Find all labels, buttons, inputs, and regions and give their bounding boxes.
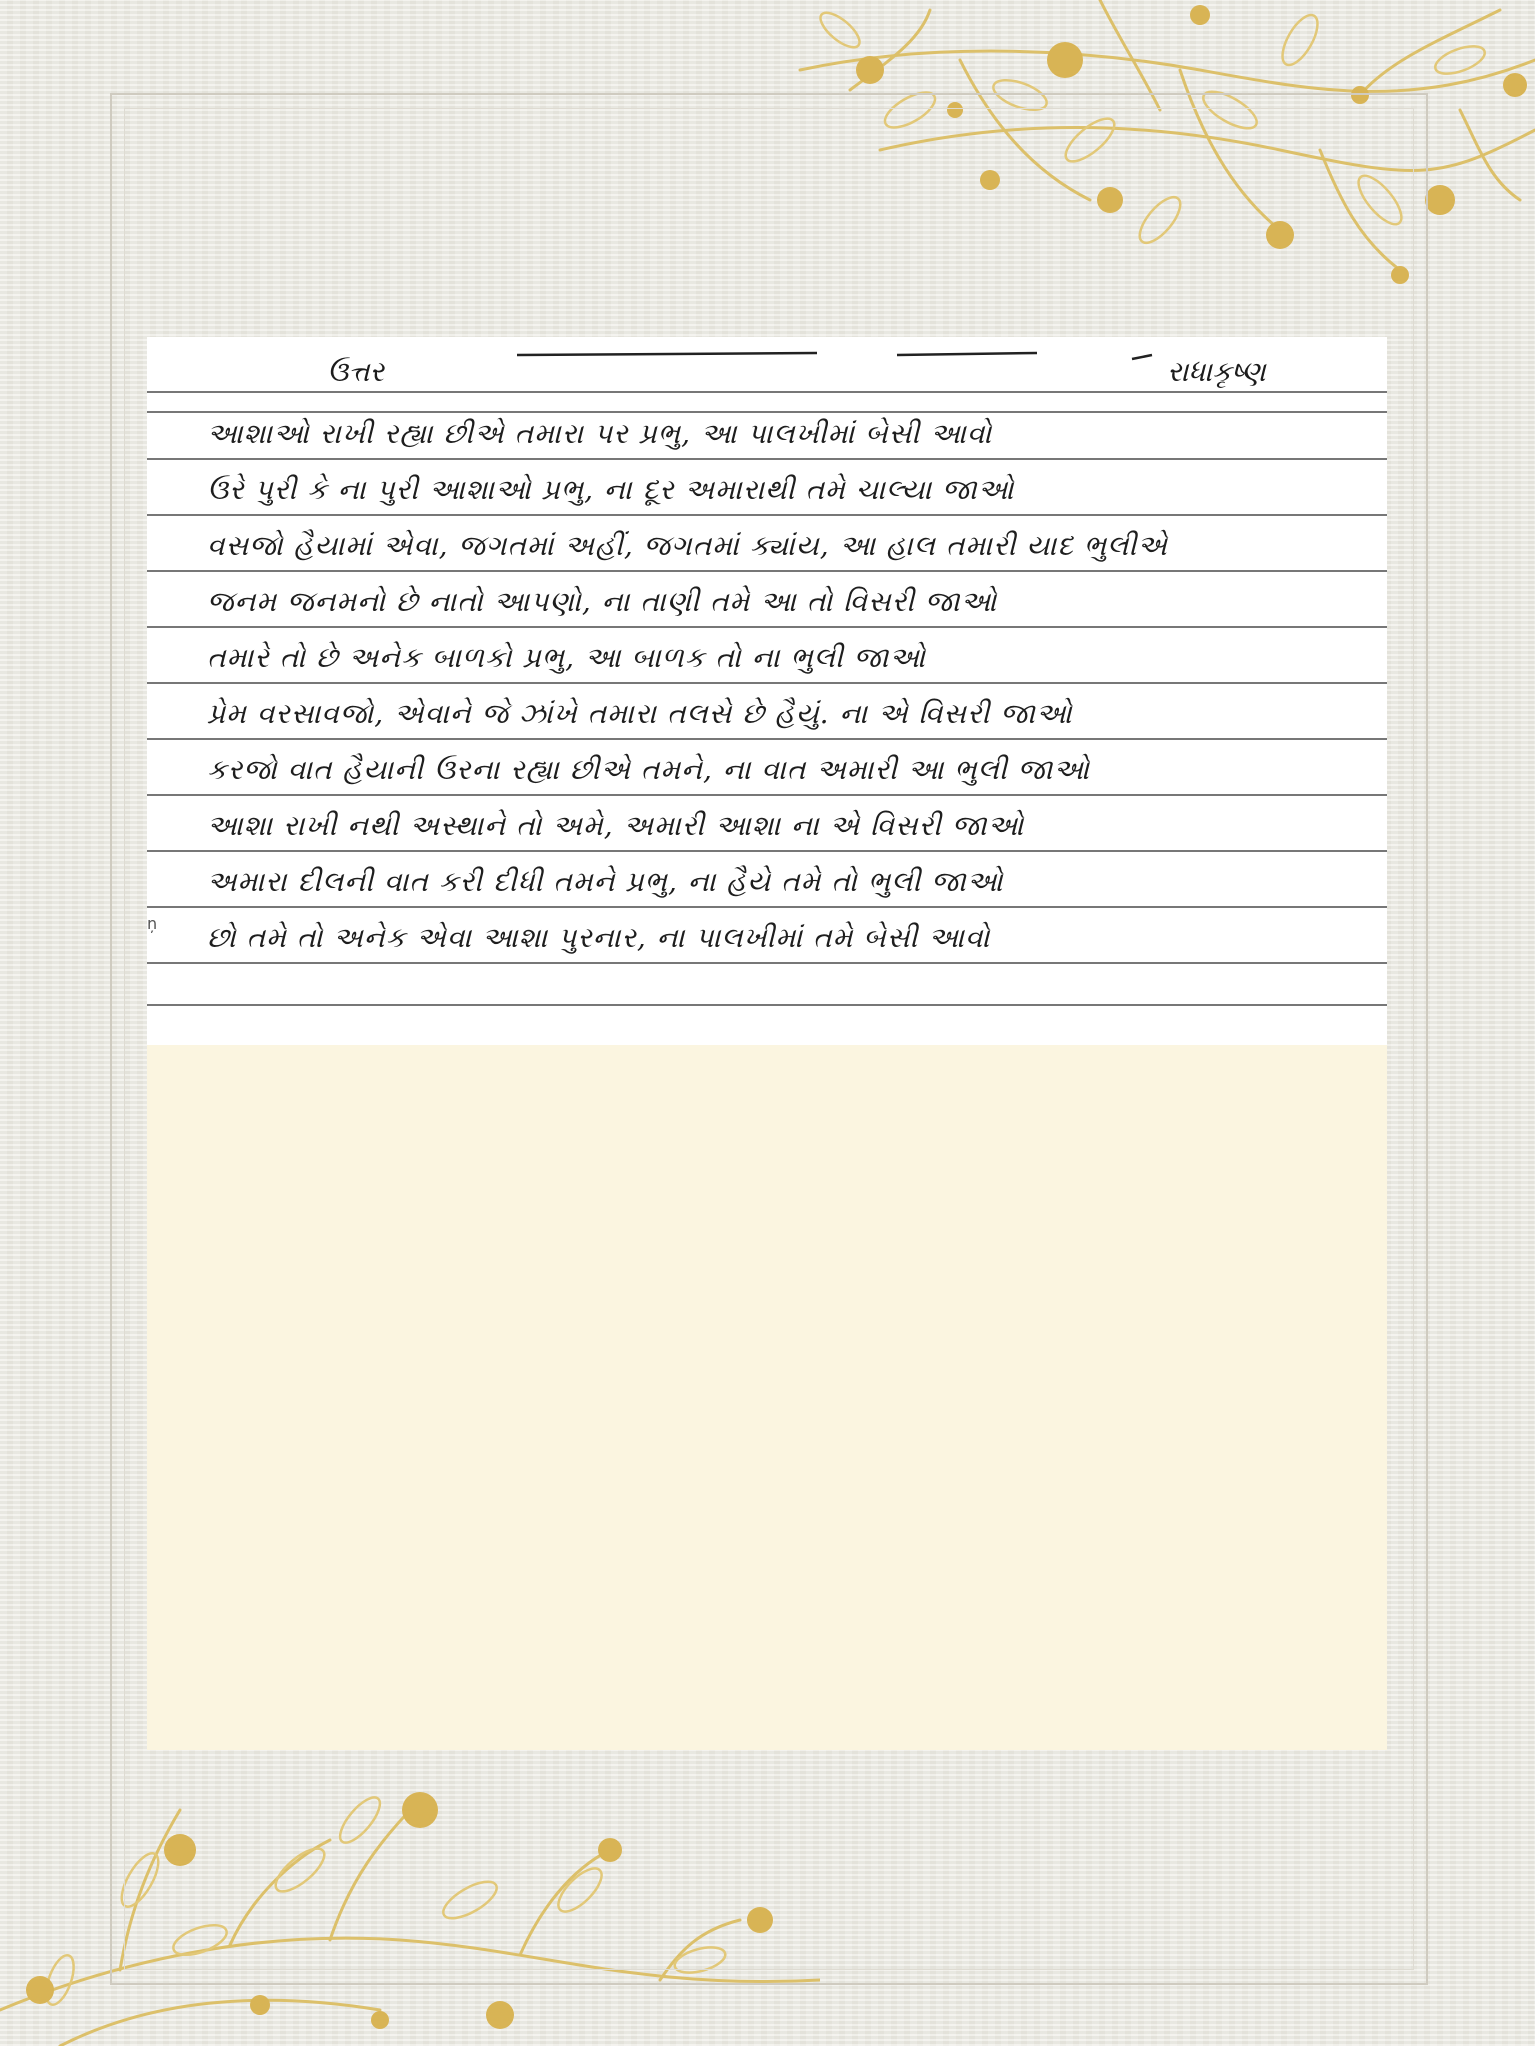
handwritten-line-8: આશા રાખી નથી અસ્થાને તો અમે, અમારી આશા ના એ વિસરી જાઓ — [207, 809, 1025, 842]
handwritten-line-1: આશાઓ રાખી રહ્યા છીએ તમારા પર પ્રભુ, આ પાલખીમાં બેસી આવો — [207, 417, 993, 450]
handwritten-line-6: પ્રેમ વરસાવજો, એવાને જે ઝાંખે તમારા તલસે છે હૈયું. ના એ વિસરી જાઓ — [207, 697, 1073, 730]
handwritten-line-7: કરજો વાત હૈયાની ઉરના રહ્યા છીએ તમને, ના વાત અમારી આ ભુલી જાઓ — [207, 753, 1090, 786]
handwritten-line-3: વસજો હૈયામાં એવા, જગતમાં અહીં, જગતમાં ક્યાંય, આ હાલ તમારી યાદ ભુલીએ — [207, 529, 1168, 562]
handwritten-line-2: ઉરે પુરી કે ના પુરી આશાઓ પ્રભુ, ના દૂર અમારાથી તમે ચાલ્યા જાઓ — [207, 473, 1015, 506]
header-title-left: ઉત્તર — [327, 355, 385, 388]
margin-mark: ņ — [147, 914, 158, 933]
handwritten-line-5: તમારે તો છે અનેક બાળકો પ્રભુ, આ બાળક તો ના ભુલી જાઓ — [207, 641, 927, 674]
header-title-right: રાધાકૃષ્ણ — [1167, 355, 1266, 388]
handwritten-line-9: અમારા દીલની વાત કરી દીધી તમને પ્રભુ, ના હૈયે તમે તો ભુલી જાઓ — [207, 865, 1004, 898]
blank-cream-panel — [147, 1045, 1387, 1750]
handwritten-sheet — [147, 337, 1387, 1045]
handwritten-line-4: જનમ જનમનો છે નાતો આપણો, ના તાણી તમે આ તો વિસરી જાઓ — [207, 585, 998, 618]
handwritten-line-10: છો તમે તો અનેક એવા આશા પુરનાર, ના પાલખીમાં તમે બેસી આવો — [207, 921, 991, 954]
